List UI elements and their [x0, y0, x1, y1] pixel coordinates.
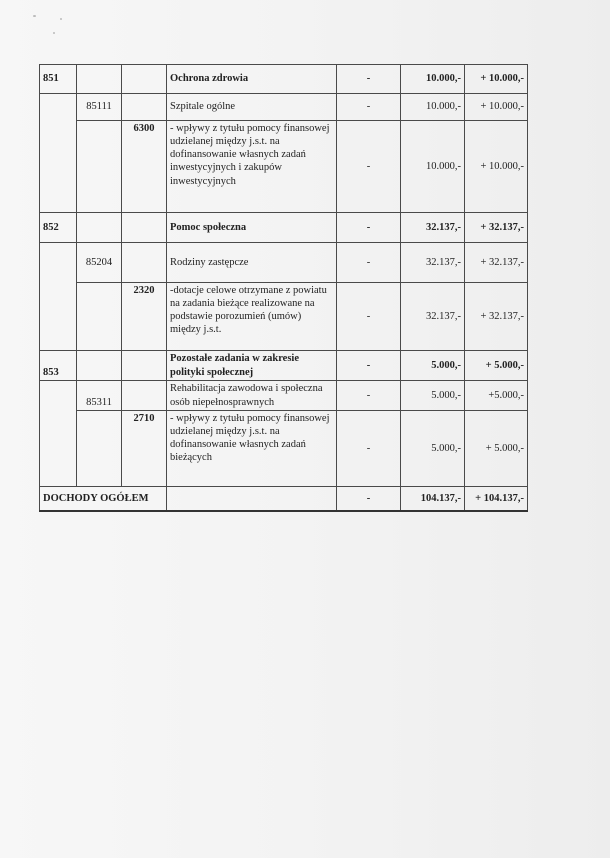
- paragraf-cell: [122, 94, 167, 121]
- dzial-cell: 853: [40, 351, 77, 381]
- value-c-cell: +5.000,-: [465, 381, 528, 411]
- scan-speck: [33, 15, 36, 17]
- value-b-cell: 5.000,-: [401, 351, 465, 381]
- total-value-b: 104.137,-: [401, 487, 465, 511]
- value-c-cell: + 10.000,-: [465, 65, 528, 94]
- rozdzial-cell: [77, 65, 122, 94]
- dzial-cell: 851: [40, 65, 77, 94]
- value-a-cell: -: [337, 65, 401, 94]
- dzial-cell: [40, 243, 77, 351]
- name-cell: [167, 487, 337, 511]
- rozdzial-cell: [77, 411, 122, 487]
- value-a-cell: -: [337, 351, 401, 381]
- value-b-cell: 10.000,-: [401, 65, 465, 94]
- value-a-cell: -: [337, 283, 401, 351]
- paragraf-cell: [122, 65, 167, 94]
- scan-speck: [53, 32, 55, 34]
- value-a-cell: -: [337, 94, 401, 121]
- table-row: [40, 121, 528, 213]
- rozdzial-cell: [77, 213, 122, 243]
- paragraf-cell: [122, 213, 167, 243]
- table-row-section: [40, 65, 528, 94]
- rozdzial-cell: [77, 351, 122, 381]
- name-cell: Pomoc społeczna: [167, 213, 337, 243]
- dzial-cell: 852: [40, 213, 77, 243]
- table-row-total: [40, 487, 528, 511]
- paragraf-cell: [122, 351, 167, 381]
- value-b-cell: 32.137,-: [401, 213, 465, 243]
- name-cell: Rodziny zastępcze: [167, 243, 337, 283]
- value-c-cell: + 10.000,-: [465, 94, 528, 121]
- paragraf-cell: 2320: [122, 283, 167, 351]
- value-c-cell: + 32.137,-: [465, 283, 528, 351]
- scan-speck: [60, 18, 62, 20]
- name-cell: Pozostałe zadania w zakresie polityki społecznej: [167, 351, 337, 381]
- table-row-section: [40, 351, 528, 381]
- value-a-cell: -: [337, 121, 401, 213]
- table-row: [40, 94, 528, 121]
- table-row: [40, 283, 528, 351]
- value-a-cell: -: [337, 411, 401, 487]
- budget-table: [39, 64, 528, 512]
- name-cell: Ochrona zdrowia: [167, 65, 337, 94]
- value-c-cell: + 5.000,-: [465, 351, 528, 381]
- value-b-cell: 5.000,-: [401, 381, 465, 411]
- value-c-cell: + 10.000,-: [465, 121, 528, 213]
- value-b-cell: 10.000,-: [401, 94, 465, 121]
- name-cell: - wpływy z tytułu pomocy finansowej udzielanej między j.s.t. na dofinansowanie własnych zadań bieżących: [167, 411, 337, 487]
- total-value-a: -: [337, 487, 401, 511]
- total-value-c: + 104.137,-: [465, 487, 528, 511]
- value-c-cell: + 32.137,-: [465, 243, 528, 283]
- total-label: DOCHODY OGÓŁEM: [40, 487, 167, 511]
- rozdzial-cell: 85311: [77, 381, 122, 411]
- paragraf-cell: 6300: [122, 121, 167, 213]
- table-row: [40, 411, 528, 487]
- value-b-cell: 32.137,-: [401, 243, 465, 283]
- dzial-cell: [40, 94, 77, 213]
- rozdzial-cell: [77, 121, 122, 213]
- table-row-section: [40, 213, 528, 243]
- paragraf-cell: 2710: [122, 411, 167, 487]
- paragraf-cell: [122, 381, 167, 411]
- name-cell: Rehabilitacja zawodowa i społeczna osób niepełnosprawnych: [167, 381, 337, 411]
- value-b-cell: 32.137,-: [401, 283, 465, 351]
- table-row: [40, 243, 528, 283]
- rozdzial-cell: 85204: [77, 243, 122, 283]
- name-cell: Szpitale ogólne: [167, 94, 337, 121]
- paragraf-cell: [122, 243, 167, 283]
- value-c-cell: + 5.000,-: [465, 411, 528, 487]
- table-row: [40, 381, 528, 411]
- dzial-cell: [40, 381, 77, 487]
- name-cell: -dotacje celowe otrzymane z powiatu na zadania bieżące realizowane na podstawie porozumień (umów) między j.s.t.: [167, 283, 337, 351]
- value-b-cell: 10.000,-: [401, 121, 465, 213]
- value-b-cell: 5.000,-: [401, 411, 465, 487]
- value-a-cell: -: [337, 381, 401, 411]
- name-cell: - wpływy z tytułu pomocy finansowej udzielanej między j.s.t. na dofinansowanie własnych zadań inwestycyjnych i zakupów inwestycyjnych: [167, 121, 337, 213]
- rozdzial-cell: [77, 283, 122, 351]
- value-a-cell: -: [337, 243, 401, 283]
- value-c-cell: + 32.137,-: [465, 213, 528, 243]
- value-a-cell: -: [337, 213, 401, 243]
- rozdzial-cell: 85111: [77, 94, 122, 121]
